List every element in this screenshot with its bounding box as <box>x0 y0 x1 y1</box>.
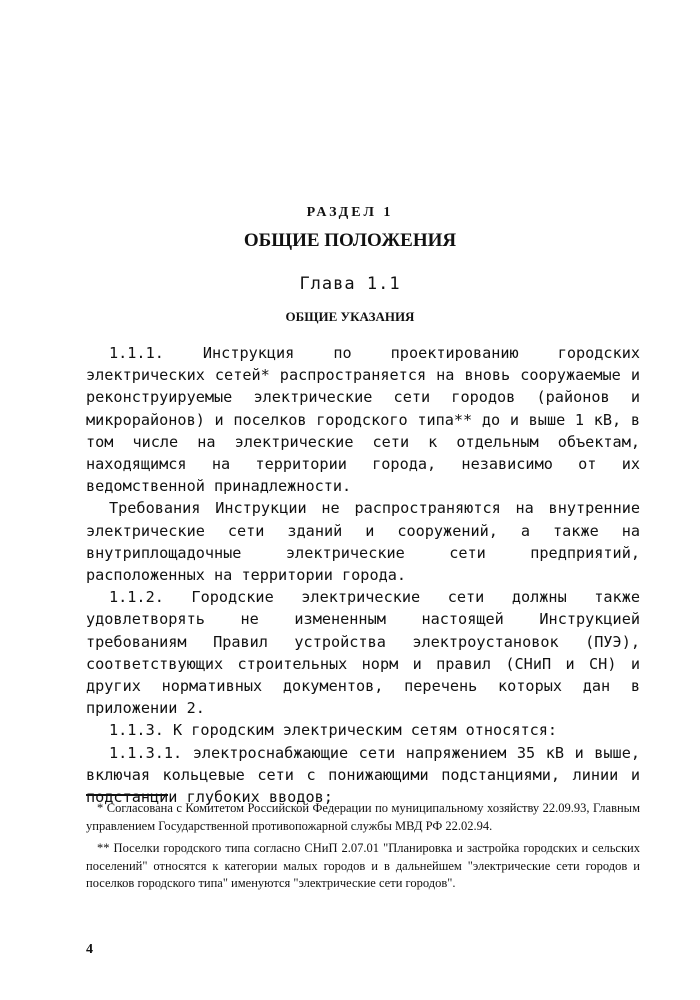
chapter-title: ОБЩИЕ УКАЗАНИЯ <box>285 309 415 324</box>
footnotes <box>86 800 640 898</box>
paragraph-1-1-1: 1.1.1. Инструкция по проектированию городских электрических сетей* распространяется на вновь сооружаемые и реконструируемые электрические сети городов (районов и микрорайонов) и поселков городского типа** до и выше 1 кВ, в том числе на электрические сети к отдельным объектам, находящимся на территории города, независимо от их ведомственной принадлежности. <box>86 344 640 496</box>
footnote-2: ** Поселки городского типа согласно СНиП 2.07.01 "Планировка и застройка городских и сельских поселений" относятся к категории малых городов и в дальнейшем "электрические сети городов и поселков городского типа" именуются "электрические сети городов". <box>86 841 640 890</box>
paragraph-requirements: Требования Инструкции не распространяются на внутренние электрические сети зданий и сооружений, а также на внутриплощадочные электрические сети предприятий, расположенных на территории города. <box>86 499 640 585</box>
paragraph-1-1-3-1: 1.1.3.1. электроснабжающие сети напряжением 35 кВ и выше, включая кольцевые сети с понижающими подстанциями, линии и подстанции глубоких вводов; <box>86 743 640 807</box>
section-title: ОБЩИЕ ПОЛОЖЕНИЯ <box>243 230 457 251</box>
footnote-divider <box>86 794 168 796</box>
page-number: 4 <box>86 942 93 957</box>
footnote-1: * Согласована с Комитетом Российской Федерации по муниципальному хозяйству 22.09.93, Главным управлением Государственной противопожарной службы МВД РФ 22.02.94. <box>86 801 640 833</box>
paragraph-1-1-2: 1.1.2. Городские электрические сети должны также удовлетворять не измененным настоящей Инструкцией требованиям Правил устройства электроустановок (ПУЭ), соответствующих строительных норм и правил (СНиП и СН) и других нормативных документов, перечень которых дан в приложении 2. <box>86 588 640 718</box>
chapter-label: Глава 1.1 <box>299 274 401 294</box>
paragraph-1-1-3: 1.1.3. К городским электрическим сетям относятся: <box>109 721 558 740</box>
section-label: РАЗДЕЛ 1 <box>306 205 394 220</box>
body-text <box>86 342 640 808</box>
